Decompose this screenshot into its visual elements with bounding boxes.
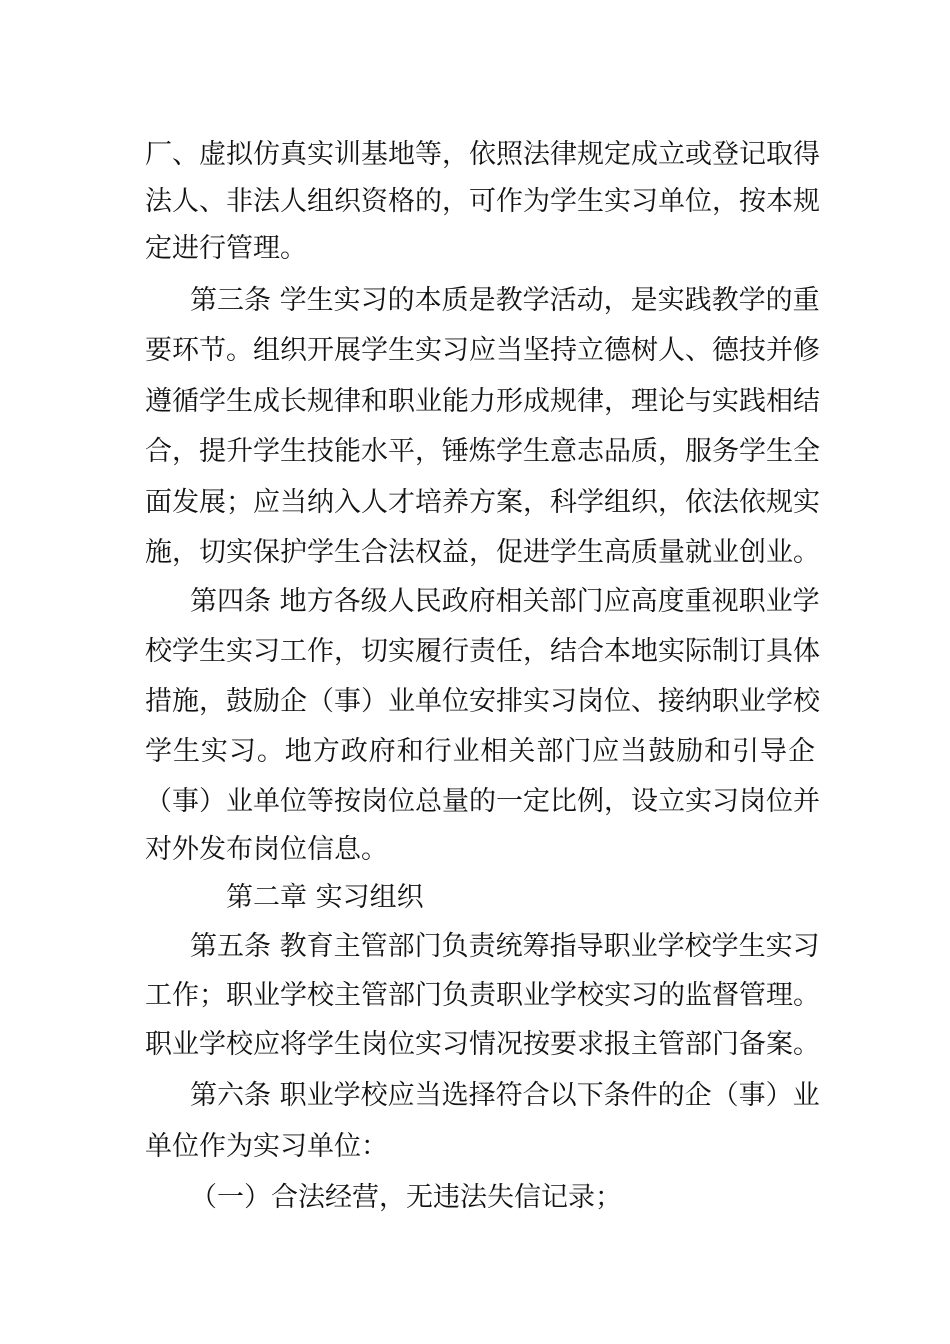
paragraph-line: 遵循学生成长规律和职业能力形成规律，理论与实践相结: [145, 386, 820, 417]
paragraph-line: 工作；职业学校主管部门负责职业学校实习的监督管理。: [145, 980, 820, 1011]
list-item: （一）合法经营，无违法失信记录；: [190, 1182, 622, 1213]
paragraph-line: 措施，鼓励企（事）业单位安排实习岗位、接纳职业学校: [145, 686, 820, 717]
paragraph-line: 法人、非法人组织资格的，可作为学生实习单位，按本规: [145, 186, 820, 217]
article-4-first-line: 第四条 地方各级人民政府相关部门应高度重视职业学: [190, 586, 820, 617]
paragraph-line: 学生实习。地方政府和行业相关部门应当鼓励和引导企: [145, 736, 815, 767]
paragraph-line: 定进行管理。: [145, 233, 307, 264]
article-3-first-line: 第三条 学生实习的本质是教学活动，是实践教学的重: [190, 285, 820, 316]
paragraph-line: 厂、虚拟仿真实训基地等，依照法律规定成立或登记取得: [145, 139, 820, 170]
paragraph-line: 合，提升学生技能水平，锤炼学生意志品质，服务学生全: [145, 436, 820, 467]
paragraph-line: 职业学校应将学生岗位实习情况按要求报主管部门备案。: [145, 1029, 820, 1060]
paragraph-line: 施，切实保护学生合法权益，促进学生高质量就业创业。: [145, 537, 820, 568]
paragraph-line: 对外发布岗位信息。: [145, 834, 388, 865]
paragraph-line: （事）业单位等按岗位总量的一定比例，设立实习岗位并: [145, 786, 820, 817]
paragraph-line: 单位作为实习单位：: [145, 1131, 388, 1162]
article-5-first-line: 第五条 教育主管部门负责统筹指导职业学校学生实习: [190, 931, 820, 962]
paragraph-line: 校学生实习工作，切实履行责任，结合本地实际制订具体: [145, 636, 820, 667]
chapter-heading: 第二章 实习组织: [226, 882, 424, 913]
article-6-first-line: 第六条 职业学校应当选择符合以下条件的企（事）业: [190, 1080, 820, 1111]
paragraph-line: 要环节。组织开展学生实习应当坚持立德树人、德技并修: [145, 335, 820, 366]
paragraph-line: 面发展；应当纳入人才培养方案，科学组织，依法依规实: [145, 487, 820, 518]
